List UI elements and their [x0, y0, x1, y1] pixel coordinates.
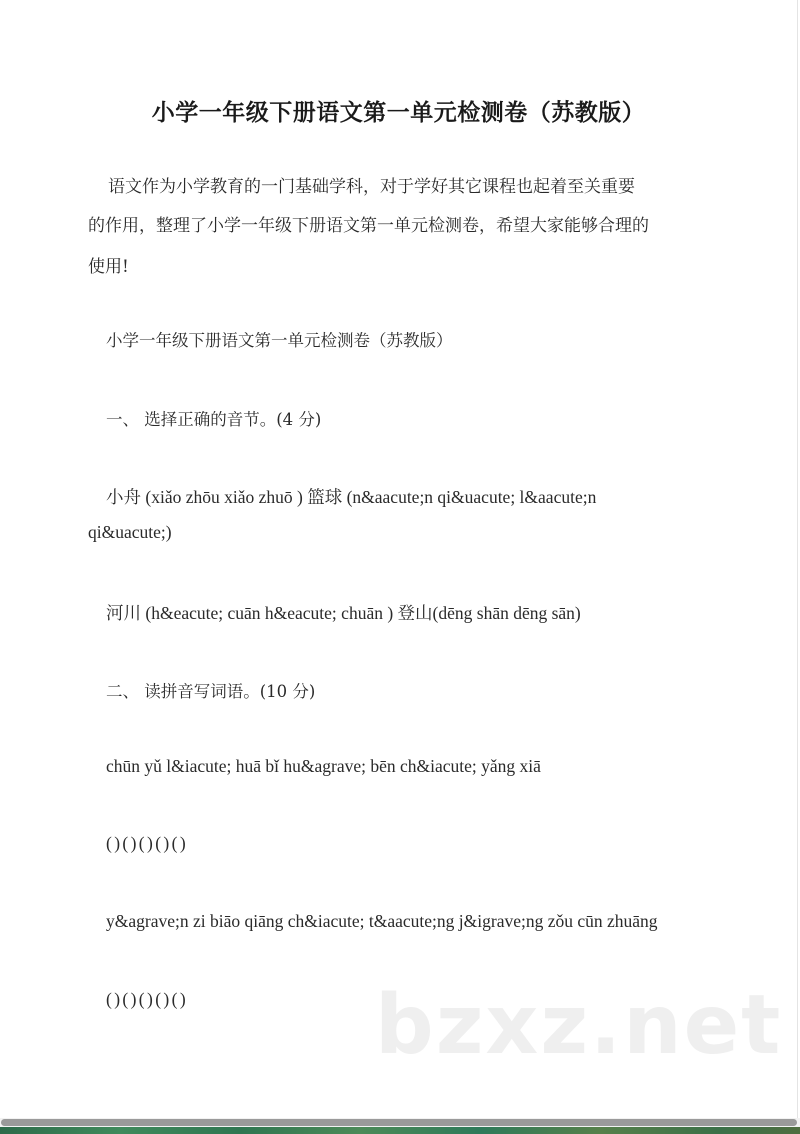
subtitle: 小学一年级下册语文第一单元检测卷（苏教版）	[106, 331, 453, 350]
desktop-background-strip	[0, 1127, 800, 1134]
intro-line-2: 的作用，整理了小学一年级下册语文第一单元检测卷，希望大家能够合理的	[88, 216, 649, 236]
section-2-heading: 二、 读拼音写词语。(10 分)	[106, 682, 316, 701]
section-2-row-1-blanks: ( ) ( ) ( ) ( ) ( )	[106, 833, 185, 853]
section-1-item-1-line-1: 小舟 (xiǎo zhōu xiǎo zhuō ) 篮球 (n&aacute;n qi&uacute; l&aacute;n	[106, 487, 597, 507]
section-1-heading: 一、 选择正确的音节。(4 分)	[106, 410, 322, 429]
section-2-row-2-pinyin: y&agrave;n zi biāo qiāng ch&iacute; t&aacute;ng j&igrave;ng zǒu cūn zhuāng	[106, 911, 658, 931]
intro-line-3: 使用!	[88, 257, 129, 277]
scrollbar-thumb[interactable]	[1, 1119, 797, 1126]
section-2-row-1-pinyin: chūn yǔ l&iacute; huā bǐ hu&agrave; bēn ch&iacute; yǎng xiā	[106, 756, 541, 776]
watermark-text: bzxz.net	[375, 978, 783, 1073]
section-1-item-1-line-2: qi&uacute;)	[88, 522, 172, 542]
section-1-item-2: 河川 (h&eacute; cuān h&eacute; chuān ) 登山(dēng shān dēng sān)	[106, 603, 581, 623]
horizontal-scrollbar[interactable]	[0, 1118, 800, 1127]
document-title: 小学一年级下册语文第一单元检测卷（苏教版）	[151, 100, 646, 126]
intro-line-1: 语文作为小学教育的一门基础学科，对于学好其它课程也起着至关重要	[108, 177, 635, 197]
section-2-row-2-blanks: ( ) ( ) ( ) ( ) ( )	[106, 989, 185, 1009]
